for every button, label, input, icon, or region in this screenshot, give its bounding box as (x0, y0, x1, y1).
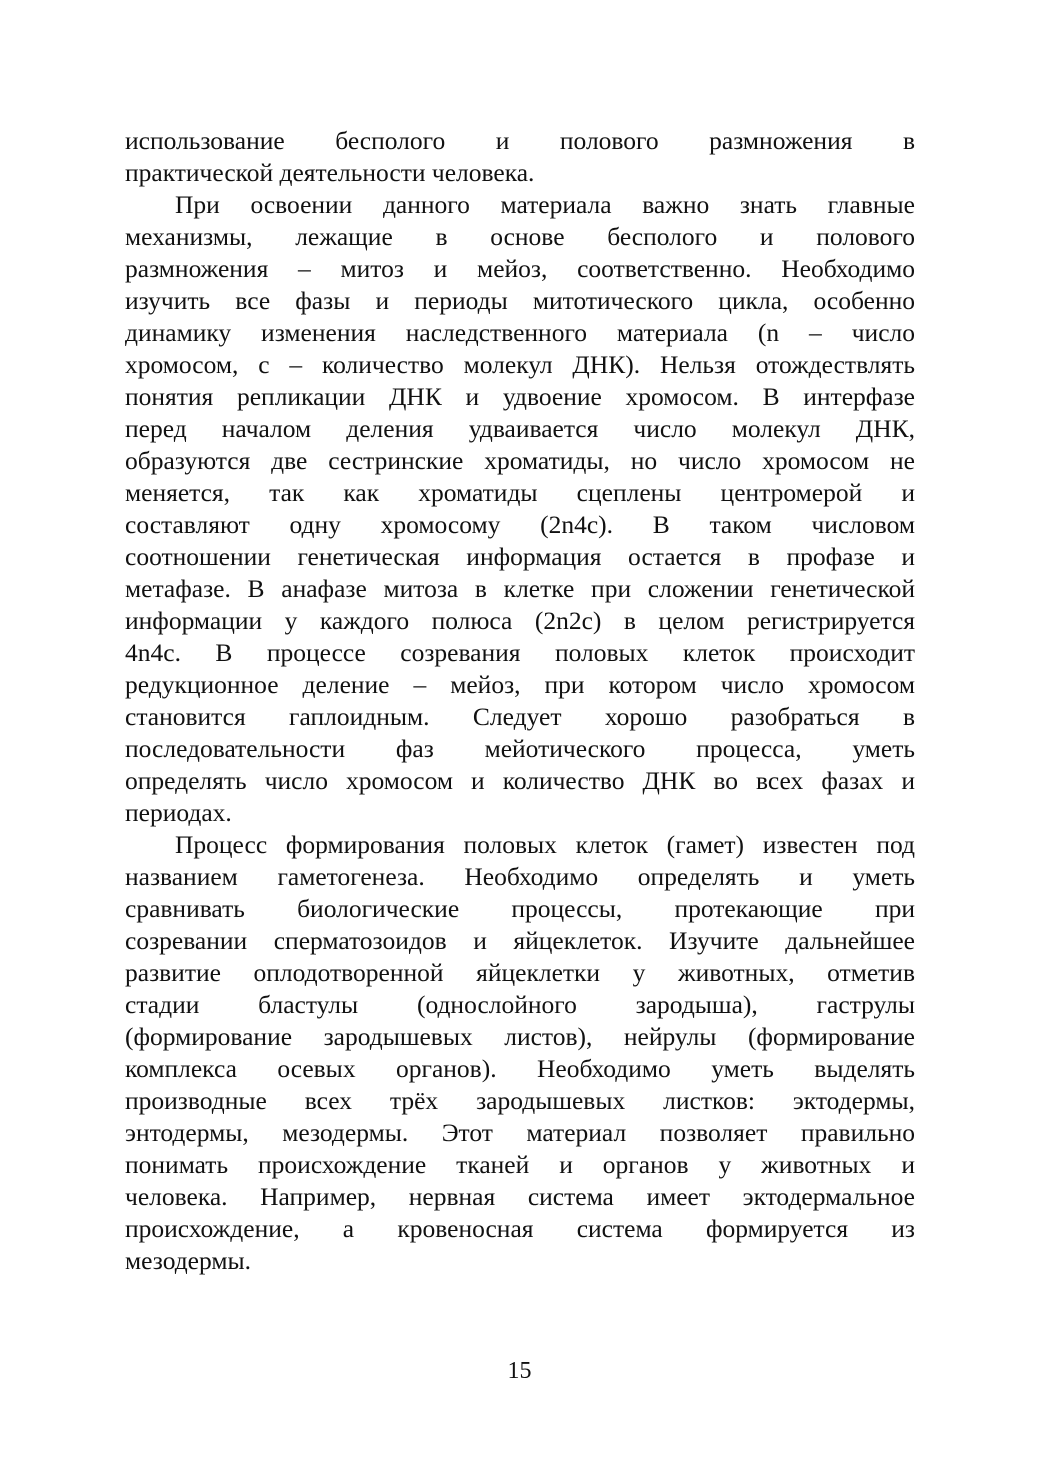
text-line: мезодермы. (125, 1246, 252, 1275)
text-line: информации у каждого полюса (2n2c) в целом регистрируется (125, 606, 915, 635)
text-line: соотношении генетическая информация остается в профазе и (125, 542, 915, 571)
text-line: (формирование зародышевых листов), нейрулы (формирование (125, 1022, 915, 1051)
text-line: При освоении данного материала важно знать главные (175, 190, 915, 219)
text-line: определять число хромосом и количество ДНК во всех фазах и (125, 766, 915, 795)
text-line: созревании сперматозоидов и яйцеклеток. Изучите дальнейшее (125, 926, 915, 955)
paragraph-1 (125, 125, 915, 189)
text-line: сравнивать биологические процессы, протекающие при (125, 894, 915, 923)
text-line: понятия репликации ДНК и удвоение хромосом. В интерфазе (125, 382, 915, 411)
text-line: развитие оплодотворенной яйцеклетки у животных, отметив (125, 958, 915, 987)
text-line: изучить все фазы и периоды митотического цикла, особенно (125, 286, 915, 315)
text-line: практической деятельности человека. (125, 158, 535, 187)
paragraph-2 (125, 189, 915, 829)
text-line: перед началом деления удваивается число молекул ДНК, (125, 414, 915, 443)
text-line: комплекса осевых органов). Необходимо уметь выделять (125, 1054, 915, 1083)
text-line: редукционное деление – мейоз, при котором число хромосом (125, 670, 915, 699)
text-line: энтодермы, мезодермы. Этот материал позволяет правильно (125, 1118, 915, 1147)
text-line: образуются две сестринские хроматиды, но число хромосом не (125, 446, 915, 475)
text-line: Процесс формирования половых клеток (гамет) известен под (175, 830, 915, 859)
text-line: динамику изменения наследственного материала (n – число (125, 318, 915, 347)
page-number: 15 (507, 1358, 532, 1384)
text-line: хромосом, с – количество молекул ДНК). Нельзя отождествлять (125, 350, 915, 379)
text-line: периодах. (125, 798, 232, 827)
text-line: названием гаметогенеза. Необходимо определять и уметь (125, 862, 915, 891)
paragraph-3 (125, 829, 915, 1277)
text-line: 4n4c. В процессе созревания половых клеток происходит (125, 638, 915, 667)
text-line: метафазе. В анафазе митоза в клетке при сложении генетической (125, 574, 915, 603)
text-line: размножения – митоз и мейоз, соответственно. Необходимо (125, 254, 915, 283)
text-line: составляют одну хромосому (2n4c). В таком числовом (125, 510, 915, 539)
text-line: стадии бластулы (однослойного зародыша), гаструлы (125, 990, 915, 1019)
text-line: последовательности фаз мейотического процесса, уметь (125, 734, 915, 763)
text-line: механизмы, лежащие в основе бесполого и полового (125, 222, 915, 251)
page-body (125, 125, 915, 1277)
text-line: человека. Например, нервная система имеет эктодермальное (125, 1182, 915, 1211)
text-line: производные всех трёх зародышевых листков: эктодермы, (125, 1086, 915, 1115)
text-line: понимать происхождение тканей и органов у животных и (125, 1150, 915, 1179)
text-line: использование бесполого и полового размножения в (125, 126, 915, 155)
text-line: становится гаплоидным. Следует хорошо разобраться в (125, 702, 915, 731)
text-line: происхождение, а кровеносная система формируется из (125, 1214, 915, 1243)
text-line: меняется, так как хроматиды сцеплены центромерой и (125, 478, 915, 507)
